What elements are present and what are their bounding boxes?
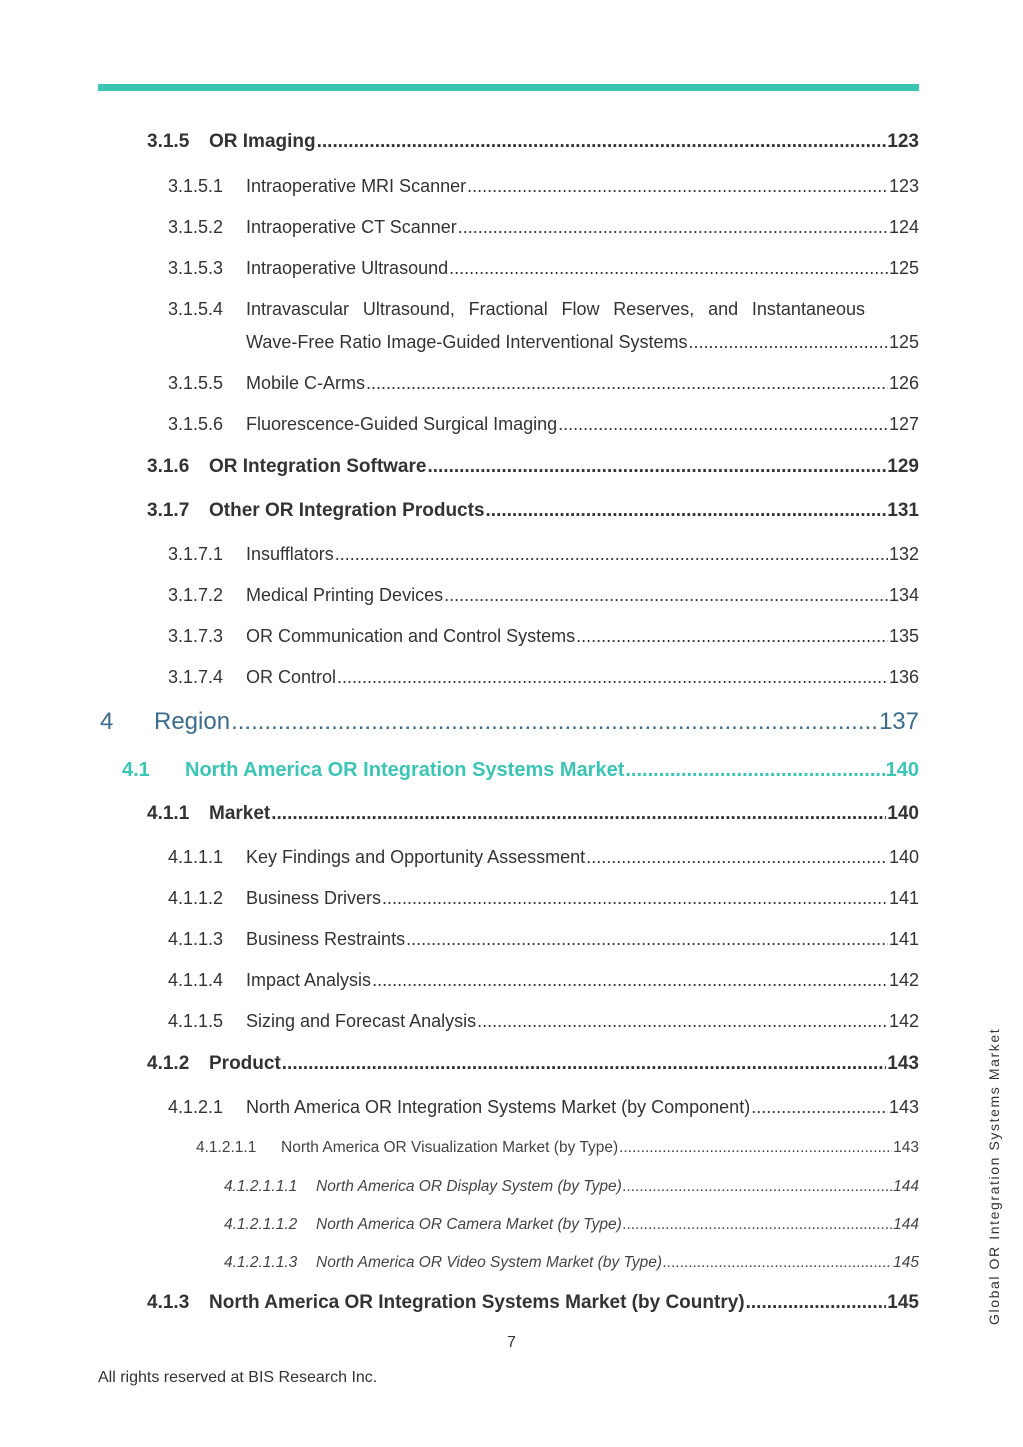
toc-page: 140 <box>887 803 919 824</box>
toc-page: 142 <box>888 970 919 990</box>
toc-number: 4.1.1 <box>147 803 190 824</box>
toc-leader <box>623 1178 892 1196</box>
toc-number: 3.1.7.4 <box>168 667 224 687</box>
toc-leader <box>751 1097 888 1118</box>
toc-number: 3.1.5.2 <box>168 217 224 237</box>
toc-title: North America OR Camera Market (by Type) <box>316 1216 622 1233</box>
toc-title: Intraoperative CT Scanner <box>246 217 457 237</box>
toc-leader <box>282 1053 887 1075</box>
toc-leader <box>406 929 888 950</box>
toc-page: 144 <box>893 1216 919 1233</box>
toc-number: 4.1.1.4 <box>168 970 224 990</box>
toc-number: 3.1.7.1 <box>168 544 224 564</box>
toc-title: Fluorescence-Guided Surgical Imaging <box>246 414 558 434</box>
toc-leader <box>317 131 887 153</box>
toc-entry-3-1-5-4[interactable] <box>168 299 865 320</box>
toc-title: Mobile C-Arms <box>246 373 366 393</box>
toc-leader <box>372 970 888 991</box>
toc-page: 140 <box>888 847 919 867</box>
toc-title: North America OR Integration Systems Market (by Country) <box>209 1292 745 1313</box>
toc-entry-4-1-2-1-1[interactable] <box>196 1139 919 1157</box>
toc-entry-4-1-1-1[interactable] <box>168 847 919 868</box>
toc-page: 141 <box>888 929 919 949</box>
toc-number: 3.1.7.2 <box>168 585 224 605</box>
toc-page: 124 <box>888 217 919 237</box>
toc-entry-3-1-5-4-continued[interactable] <box>246 332 919 353</box>
toc-page: 143 <box>893 1139 919 1156</box>
toc-page: 143 <box>887 1053 919 1074</box>
toc-entry-3-1-5-3[interactable] <box>168 258 919 279</box>
toc-page: 127 <box>888 414 919 434</box>
toc-title: OR Integration Software <box>209 456 427 477</box>
toc-leader <box>586 847 888 868</box>
toc-leader <box>576 626 888 647</box>
toc-title: Other OR Integration Products <box>209 500 485 521</box>
toc-title: Intraoperative MRI Scanner <box>246 176 467 196</box>
toc-number: 4 <box>100 708 114 735</box>
toc-leader <box>477 1011 888 1032</box>
toc-entry-3-1-5-2[interactable] <box>168 217 919 238</box>
toc-title: Market <box>209 803 271 824</box>
toc-title: Intraoperative Ultrasound <box>246 258 449 278</box>
toc-title: Medical Printing Devices <box>246 585 444 605</box>
toc-title: North America OR Visualization Market (by Type) <box>281 1139 619 1156</box>
toc-leader <box>486 500 887 522</box>
toc-leader <box>623 1216 892 1234</box>
toc-entry-3-1-7-3[interactable] <box>168 626 919 647</box>
toc-title: Region <box>154 708 231 735</box>
toc-leader <box>625 759 884 782</box>
toc-page: 144 <box>893 1178 919 1195</box>
toc-page: 125 <box>888 332 919 352</box>
side-report-title: Global OR Integration Systems Market <box>986 1027 1002 1325</box>
toc-number: 4.1.2.1.1.3 <box>224 1254 298 1271</box>
toc-entry-3-1-5[interactable] <box>147 131 919 153</box>
toc-number: 3.1.5.1 <box>168 176 224 196</box>
toc-title: North America OR Display System (by Type) <box>316 1178 622 1195</box>
toc-leader <box>449 258 888 279</box>
toc-title: Key Findings and Opportunity Assessment <box>246 847 586 867</box>
toc-entry-3-1-7-4[interactable] <box>168 667 919 688</box>
toc-number: 3.1.5.5 <box>168 373 224 393</box>
toc-title: Business Drivers <box>246 888 382 908</box>
toc-page: 132 <box>888 544 919 564</box>
toc-entry-3-1-6[interactable] <box>147 456 919 478</box>
toc-number: 4.1.2.1.1.1 <box>224 1178 298 1195</box>
toc-number: 3.1.5 <box>147 131 190 152</box>
toc-leader <box>231 708 878 736</box>
toc-leader <box>619 1139 892 1157</box>
toc-leader <box>467 176 888 197</box>
toc-entry-3-1-5-5[interactable] <box>168 373 919 394</box>
toc-title: North America OR Integration Systems Market <box>185 759 625 781</box>
toc-entry-3-1-5-1[interactable] <box>168 176 919 197</box>
toc-page: 125 <box>888 258 919 278</box>
toc-page: 129 <box>887 456 919 477</box>
toc-title: Product <box>209 1053 281 1074</box>
toc-page: 137 <box>878 708 919 735</box>
toc-title: OR Control <box>246 667 337 687</box>
toc-entry-4-1-2-1[interactable] <box>168 1097 919 1118</box>
toc-leader <box>444 585 888 606</box>
toc-number: 4.1 <box>122 759 150 781</box>
toc-page: 142 <box>888 1011 919 1031</box>
toc-entry-3-1-5-6[interactable] <box>168 414 919 435</box>
toc-number: 4.1.3 <box>147 1292 190 1313</box>
toc-entry-3-1-7-1[interactable] <box>168 544 919 565</box>
toc-title: Sizing and Forecast Analysis <box>246 1011 477 1031</box>
toc-page: 135 <box>888 626 919 646</box>
toc-entry-4[interactable] <box>100 708 919 736</box>
toc-entry-4-1-2[interactable] <box>147 1053 919 1075</box>
toc-number: 4.1.1.2 <box>168 888 224 908</box>
toc-entry-4-1-3[interactable] <box>147 1292 919 1314</box>
toc-leader <box>427 456 886 478</box>
toc-title-line-1: Intravascular Ultrasound, Fractional Flow Reserves, and Instantaneous <box>246 299 865 319</box>
toc-page: 134 <box>888 585 919 605</box>
toc-leader <box>337 667 888 688</box>
toc-title: OR Communication and Control Systems <box>246 626 576 646</box>
page-number: 7 <box>507 1334 516 1351</box>
toc-leader <box>382 888 888 909</box>
toc-number: 3.1.5.3 <box>168 258 224 278</box>
toc-leader <box>746 1292 887 1314</box>
toc-entry-3-1-7[interactable] <box>147 500 919 522</box>
toc-number: 3.1.5.6 <box>168 414 224 434</box>
toc-entry-4-1-1-2[interactable] <box>168 888 919 909</box>
toc-title: Insufflators <box>246 544 334 564</box>
toc-number: 3.1.7 <box>147 500 190 521</box>
toc-entry-4-1-1-5[interactable] <box>168 1011 919 1032</box>
toc-title: North America OR Video System Market (by Type) <box>316 1254 662 1271</box>
toc-entry-4-1-2-1-1-2[interactable] <box>224 1216 919 1234</box>
toc-entry-4-1[interactable] <box>122 759 919 782</box>
toc-number: 4.1.2 <box>147 1053 190 1074</box>
toc-page: 126 <box>888 373 919 393</box>
toc-page: 140 <box>885 759 919 781</box>
toc-number: 3.1.6 <box>147 456 190 477</box>
toc-entry-4-1-1-4[interactable] <box>168 970 919 991</box>
toc-page: 145 <box>893 1254 919 1271</box>
footer-copyright: All rights reserved at BIS Research Inc. <box>98 1369 378 1386</box>
toc-title: Impact Analysis <box>246 970 372 990</box>
toc-title: North America OR Integration Systems Market (by Component) <box>246 1097 751 1117</box>
toc-number: 4.1.1.5 <box>168 1011 224 1031</box>
toc-entry-4-1-2-1-1-3[interactable] <box>224 1254 919 1272</box>
toc-entry-4-1-2-1-1-1[interactable] <box>224 1178 919 1196</box>
toc-number: 4.1.2.1.1.2 <box>224 1216 298 1233</box>
toc-page: 123 <box>887 131 919 152</box>
toc-number: 3.1.5.4 <box>168 299 224 319</box>
toc-number: 4.1.1.3 <box>168 929 224 949</box>
toc-entry-4-1-1-3[interactable] <box>168 929 919 950</box>
toc-entry-3-1-7-2[interactable] <box>168 585 919 606</box>
toc-page: 143 <box>888 1097 919 1117</box>
toc-title-line-2: Wave-Free Ratio Image-Guided Interventional Systems <box>246 332 688 352</box>
toc-page: 145 <box>887 1292 919 1313</box>
toc-page: 123 <box>888 176 919 196</box>
toc-entry-4-1-1[interactable] <box>147 803 919 825</box>
toc-title: OR Imaging <box>209 131 316 152</box>
toc-page: 131 <box>887 500 919 521</box>
toc-leader <box>335 544 888 565</box>
toc-leader <box>558 414 888 435</box>
toc-leader <box>458 217 888 238</box>
toc-leader <box>663 1254 892 1272</box>
toc-leader <box>366 373 888 394</box>
toc-number: 4.1.2.1 <box>168 1097 224 1117</box>
toc-number: 4.1.1.1 <box>168 847 224 867</box>
toc-title: Business Restraints <box>246 929 406 949</box>
toc-page: 136 <box>888 667 919 687</box>
toc-number: 3.1.7.3 <box>168 626 224 646</box>
toc-leader <box>271 803 886 825</box>
toc-number: 4.1.2.1.1 <box>196 1139 257 1156</box>
toc-page: 141 <box>888 888 919 908</box>
toc-leader <box>689 332 888 353</box>
